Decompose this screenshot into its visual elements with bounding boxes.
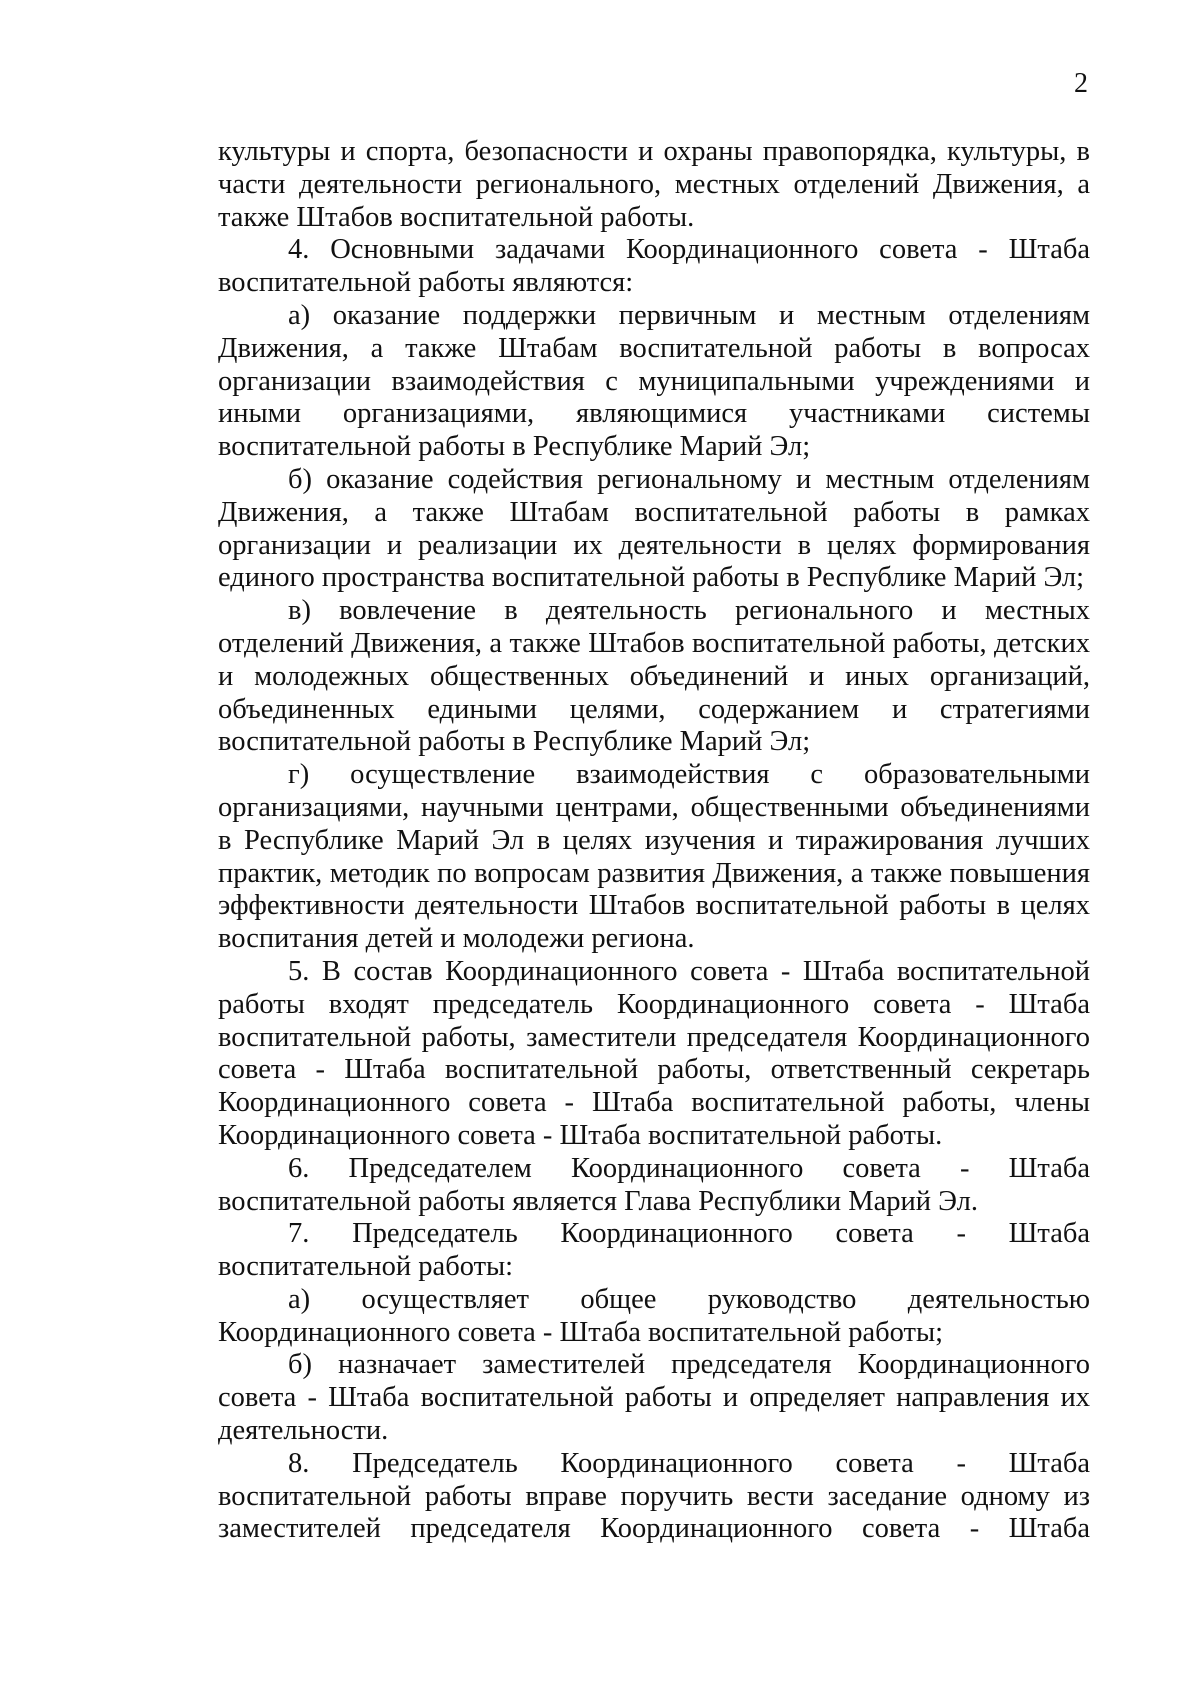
- paragraph-item-4g: г) осуществление взаимодействия с образовательными организациями, научными центрами, общественными объединениями в Республике Марий Эл в целях изучения и тиражирования лучших практик, методик по вопросам развития Движения, а также повышения эффективности деятельности Штабов воспитательной работы в целях воспитания детей и молодежи региона.: [218, 759, 1090, 955]
- paragraph-item-4: 4. Основными задачами Координационного совета - Штаба воспитательной работы являются:: [218, 234, 1090, 299]
- paragraph-item-7b: б) назначает заместителей председателя Координационного совета - Штаба воспитательной работы и определяет направления их деятельности.: [218, 1349, 1090, 1447]
- paragraph-item-6: 6. Председателем Координационного совета - Штаба воспитательной работы является Глава Республики Марий Эл.: [218, 1152, 1090, 1217]
- paragraph-item-4a: а) оказание поддержки первичным и местным отделениям Движения, а также Штабам воспитательной работы в вопросах организации взаимодействия с муниципальными учреждениями и иными организациями, являющимися участниками системы воспитательной работы в Республике Марий Эл;: [218, 299, 1090, 463]
- document-body: [218, 136, 1090, 1546]
- paragraph-item-5: 5. В состав Координационного совета - Штаба воспитательной работы входят председатель Координационного совета - Штаба воспитательной работы, заместители председателя Координационного совета - Штаба воспитательной работы, ответственный секретарь Координационного совета - Штаба воспитательной работы, члены Координационного совета - Штаба воспитательной работы.: [218, 955, 1090, 1151]
- paragraph-item-7a: а) осуществляет общее руководство деятельностью Координационного совета - Штаба воспитательной работы;: [218, 1283, 1090, 1348]
- paragraph-item-4b: б) оказание содействия региональному и местным отделениям Движения, а также Штабам воспитательной работы в рамках организации и реализации их деятельности в целях формирования единого пространства воспитательной работы в Республике Марий Эл;: [218, 463, 1090, 594]
- paragraph-item-4v: в) вовлечение в деятельность регионального и местных отделений Движения, а также Штабов воспитательной работы, детских и молодежных общественных объединений и иных организаций, объединенных едиными целями, содержанием и стратегиями воспитательной работы в Республике Марий Эл;: [218, 595, 1090, 758]
- paragraph-continuation: культуры и спорта, безопасности и охраны правопорядка, культуры, в части деятельности регионального, местных отделений Движения, а также Штабов воспитательной работы.: [218, 136, 1090, 233]
- page-number: 2: [1074, 68, 1088, 99]
- paragraph-item-8: 8. Председатель Координационного совета - Штаба воспитательной работы вправе поручить вести заседание одному из заместителей председателя Координационного совета - Штаба: [218, 1447, 1090, 1545]
- paragraph-item-7: 7. Председатель Координационного совета - Штаба воспитательной работы:: [218, 1218, 1090, 1283]
